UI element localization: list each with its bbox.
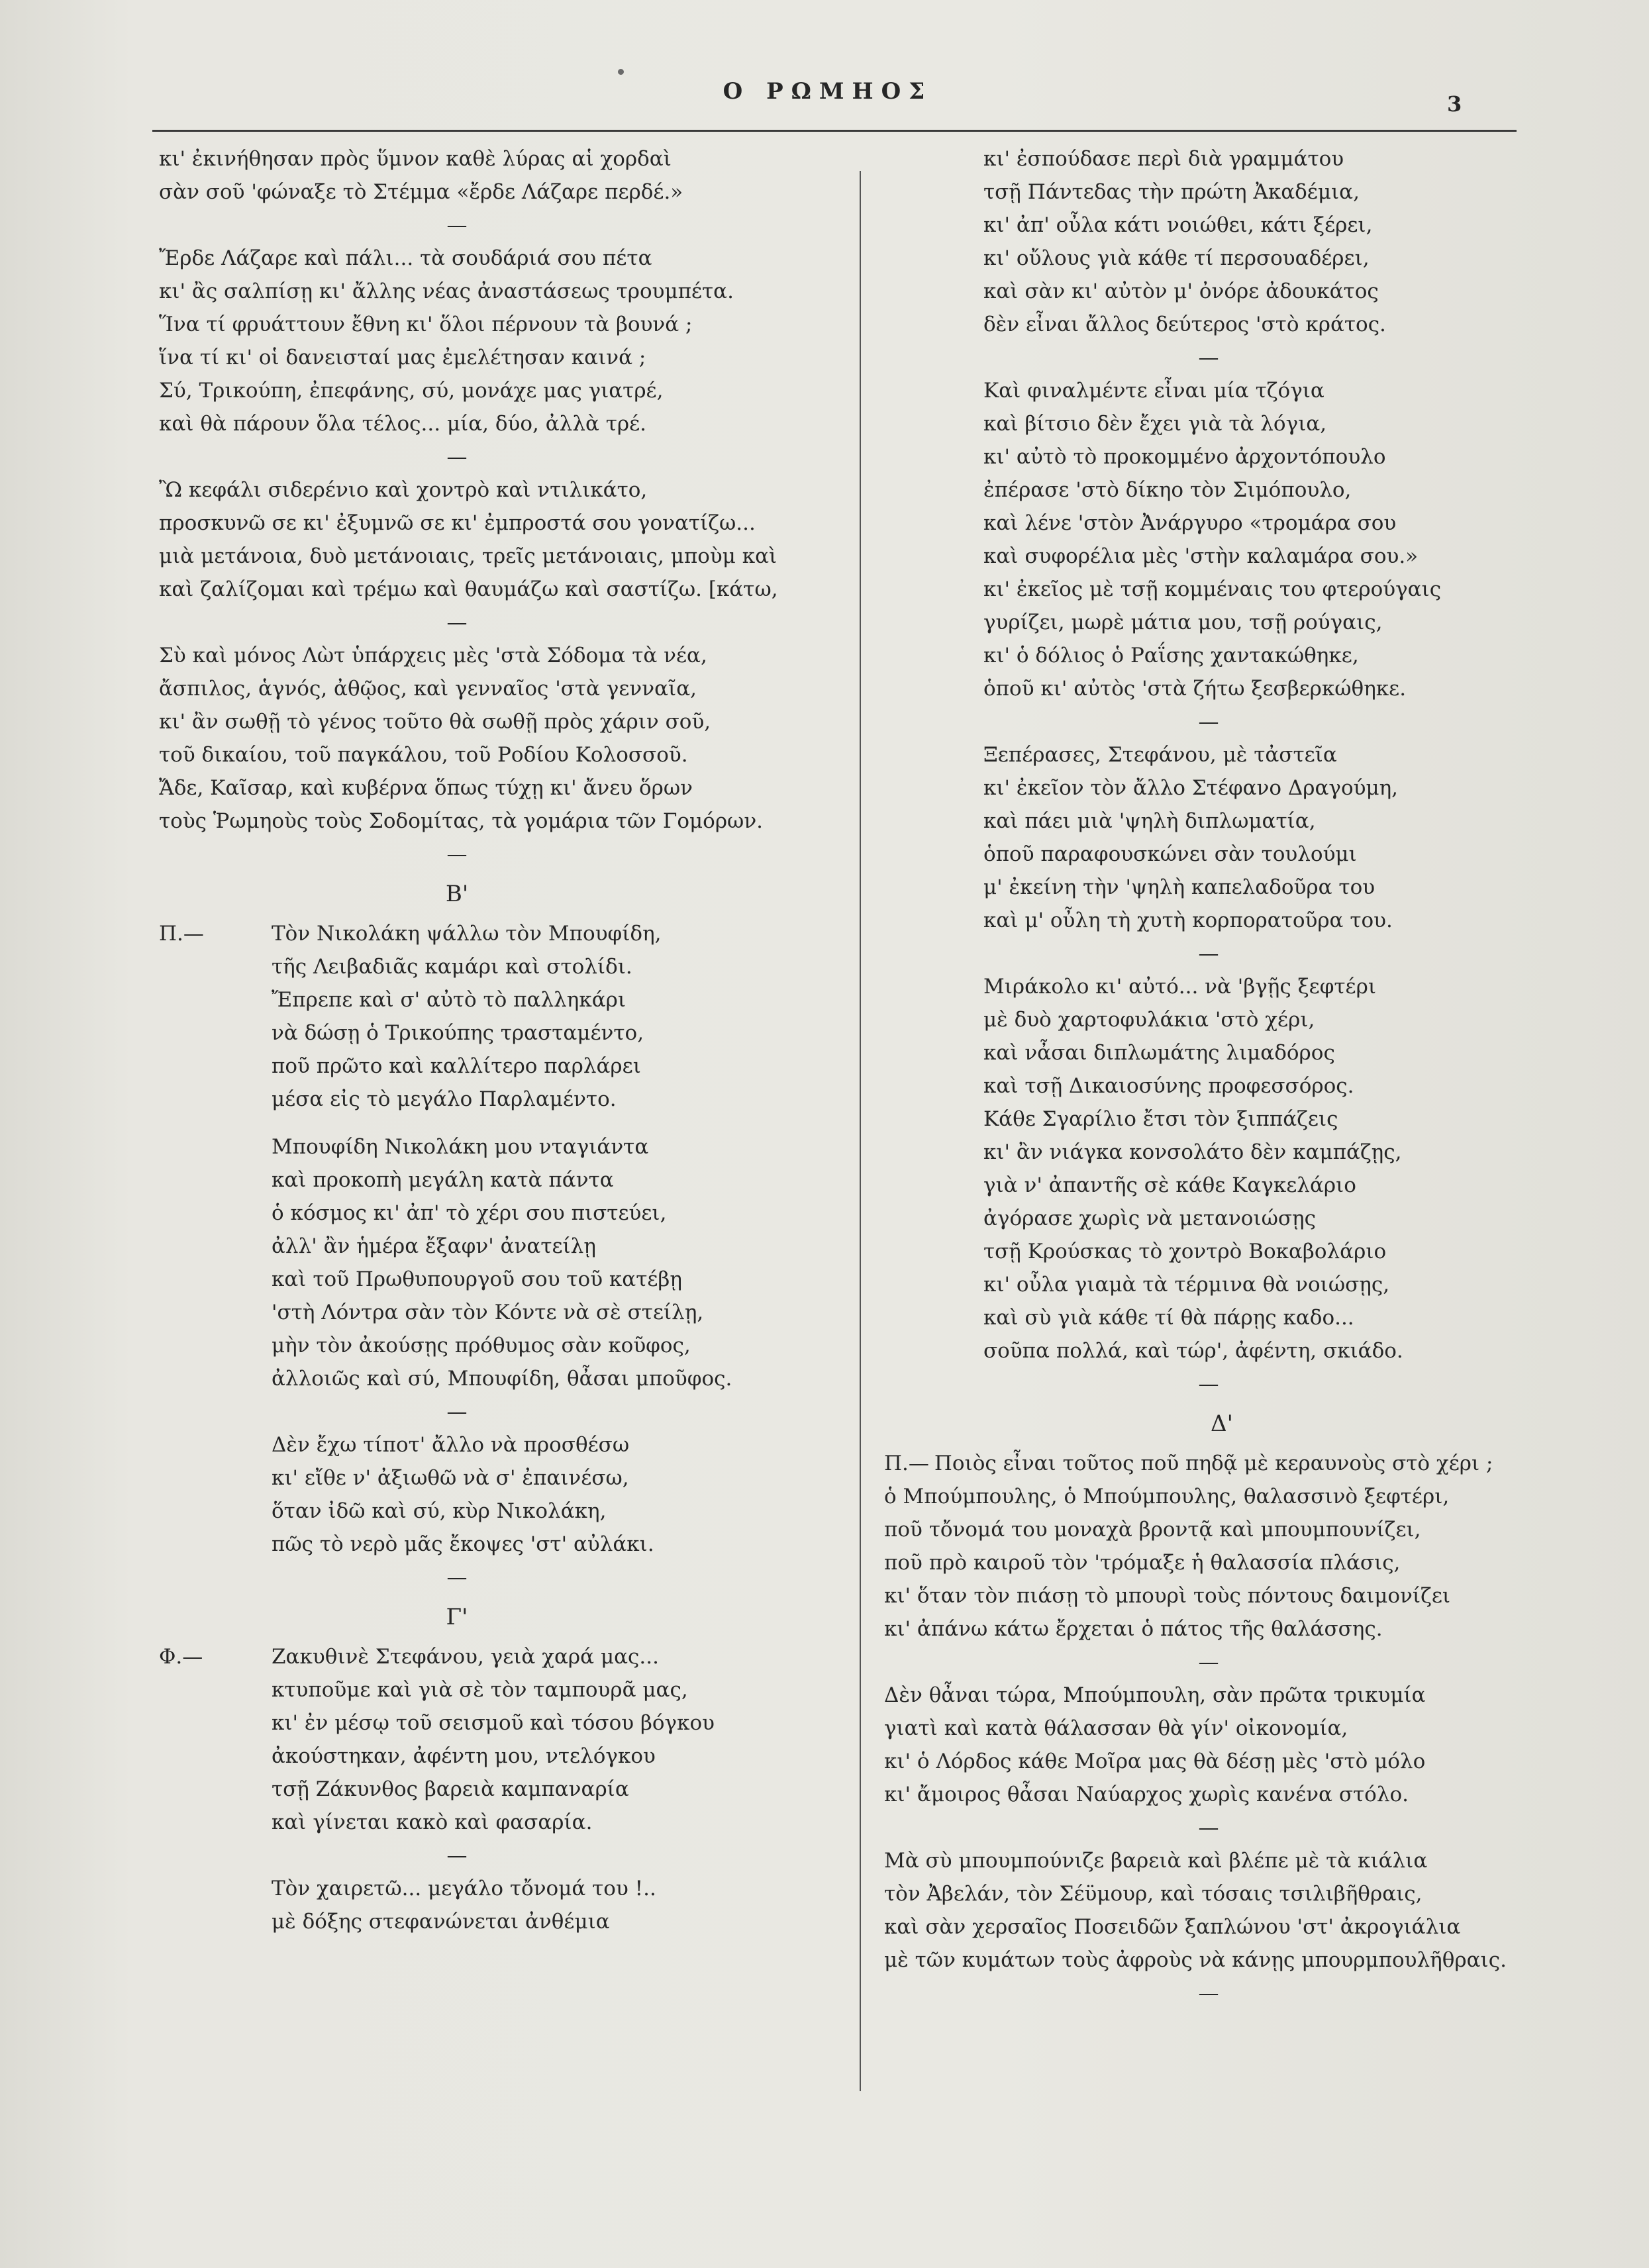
left-column bbox=[159, 142, 848, 1938]
verse-line: πῶς τὸ νερὸ μᾶς ἔκοψες 'στ' αὐλάκι. bbox=[272, 1532, 654, 1556]
verse-line: ποῦ πρῶτο καὶ καλλίτερο παρλάρει bbox=[272, 1054, 641, 1078]
verse-line: καὶ σὰν κι' αὐτὸν μ' ὀνόρε ἀδουκάτος bbox=[983, 279, 1379, 303]
verse-line: κι' ἐσπούδασε περὶ διὰ γραμμάτου bbox=[983, 147, 1344, 171]
stanza-separator: — bbox=[1198, 1816, 1219, 1840]
verse-line: Ἔπρεπε καὶ σ' αὐτὸ τὸ παλληκάρι bbox=[272, 988, 626, 1012]
verse-line: κι' ἂν νιάγκα κονσολάτο δὲν καμπάζῃς, bbox=[983, 1140, 1402, 1164]
verse-line: κι' ἂν σωθῇ τὸ γένος τοῦτο θὰ σωθῇ πρὸς χάριν σοῦ, bbox=[159, 710, 711, 734]
stanza-separator: — bbox=[446, 1400, 468, 1424]
verse-line: Σὺ καὶ μόνος Λὼτ ὑπάρχεις μὲς 'στὰ Σόδομα τὰ νέα, bbox=[159, 644, 707, 667]
stanza-gap bbox=[159, 1116, 848, 1130]
verse-line: κι' ἀπ' οὖλα κάτι νοιώθει, κάτι ξέρει, bbox=[983, 213, 1373, 237]
verse-line: Ξεπέρασες, Στεφάνου, μὲ τἀστεῖα bbox=[983, 743, 1337, 767]
verse-line: κι' ἄμοιρος θἆσαι Ναύαρχος χωρὶς κανένα στόλο. bbox=[884, 1783, 1409, 1806]
verse-line bbox=[159, 917, 848, 950]
stanza-separator: — bbox=[1198, 1981, 1219, 2005]
verse-line: τσῇ Κρούσκας τὸ χοντρὸ Βοκαβολάριο bbox=[983, 1240, 1387, 1263]
verse-line: ὁ κόσμος κι' ἀπ' τὸ χέρι σου πιστεύει, bbox=[272, 1201, 667, 1225]
verse-line: Καὶ φιναλμέντε εἶναι μία τζόγια bbox=[983, 379, 1324, 403]
verse-line: Δὲν θἆναι τώρα, Μπούμπουλη, σὰν πρῶτα τρικυμία bbox=[884, 1683, 1426, 1707]
verse-block bbox=[884, 1679, 1560, 1811]
verse-block bbox=[159, 917, 848, 1116]
running-title: Ο ΡΩΜΗΟΣ bbox=[723, 78, 933, 105]
verse-line: καὶ τοῦ Πρωθυπουργοῦ σου τοῦ κατέβῃ bbox=[272, 1267, 682, 1291]
verse-line: καὶ σὺ γιὰ κάθε τί θὰ πάρῃς καδο... bbox=[983, 1306, 1354, 1330]
verse-line: δὲν εἶναι ἄλλος δεύτερος 'στὸ κράτος. bbox=[983, 313, 1386, 336]
verse-line: κι' οὔλους γιὰ κάθε τί περσουαδέρει, bbox=[983, 246, 1370, 270]
header-rule bbox=[152, 130, 1517, 132]
stanza-separator: — bbox=[446, 445, 468, 469]
verse-line: μέσα εἰς τὸ μεγάλο Παρλαμέντο. bbox=[272, 1087, 617, 1111]
verse-block bbox=[159, 1130, 848, 1395]
column-divider bbox=[860, 171, 861, 2091]
speaker-label: Π.— bbox=[884, 1452, 929, 1475]
verse-line: κι' ὁ δόλιος ὁ Ραΐσης χαντακώθηκε, bbox=[983, 644, 1359, 667]
verse-block bbox=[159, 1428, 848, 1561]
verse-line: ἐπέρασε 'στὸ δίκηο τὸν Σιμόπουλο, bbox=[983, 478, 1352, 502]
verse-line bbox=[884, 1447, 1560, 1480]
verse-line: Μὰ σὺ μπουμπούνιζε βαρειὰ καὶ βλέπε μὲ τὰ κιάλια bbox=[884, 1849, 1428, 1873]
verse-line: κι' ἐκινήθησαν πρὸς ὕμνον καθὲ λύρας αἱ χορδαὶ bbox=[159, 147, 672, 171]
verse-line: καὶ θὰ πάρουν ὅλα τέλος... μία, δύο, ἀλλὰ τρέ. bbox=[159, 412, 647, 436]
verse-line: καὶ πάει μιὰ 'ψηλὴ διπλωματία, bbox=[983, 809, 1316, 833]
verse-line: 'στὴ Λόντρα σὰν τὸν Κόντε νὰ σὲ στείλῃ, bbox=[272, 1301, 704, 1324]
verse-line: καὶ νἆσαι διπλωμάτης λιμαδόρος bbox=[983, 1041, 1335, 1065]
verse-line: ἀλλ' ἂν ἡμέρα ἔξαφν' ἀνατείλῃ bbox=[272, 1234, 596, 1258]
stanza-separator: — bbox=[1198, 942, 1219, 965]
verse-line: ποῦ πρὸ καιροῦ τὸν 'τρόμαξε ἡ θαλασσία πλάσις, bbox=[884, 1551, 1401, 1575]
stanza-separator: — bbox=[446, 842, 468, 866]
verse-line: ἄσπιλος, ἁγνός, ἀθῷος, καὶ γενναῖος 'στὰ γενναῖα, bbox=[159, 677, 697, 701]
verse-line: καὶ τσῇ Δικαιοσύνης προφεσσόρος. bbox=[983, 1074, 1354, 1098]
verse-line: καὶ λένε 'στὸν Ἀνάργυρο «τρομάρα σου bbox=[983, 511, 1397, 535]
verse-line: ὁποῦ κι' αὐτὸς 'στὰ ζήτω ξεσβερκώθηκε. bbox=[983, 677, 1407, 701]
verse-line: καὶ βίτσιο δὲν ἔχει γιὰ τὰ λόγια, bbox=[983, 412, 1327, 436]
section-heading-d: Δ' bbox=[1211, 1410, 1233, 1437]
verse-line: κι' ἂς σαλπίσῃ κι' ἄλλης νέας ἀναστάσεως τρουμπέτα. bbox=[159, 279, 734, 303]
stanza-separator: — bbox=[446, 213, 468, 237]
verse-line: Μιράκολο κι' αὐτό... νὰ 'βγῇς ξεφτέρι bbox=[983, 975, 1376, 999]
verse-line: κι' αὐτὸ τὸ προκομμένο ἀρχοντόπουλο bbox=[983, 445, 1386, 469]
verse-line: κι' εἴθε ν' ἀξιωθῶ νὰ σ' ἐπαινέσω, bbox=[272, 1466, 629, 1490]
stanza-separator: — bbox=[1198, 346, 1219, 370]
verse-line: Κάθε Σγαρίλιο ἔτσι τὸν ξιππάζεις bbox=[983, 1107, 1338, 1131]
verse-line: ποῦ τὄνομά του μοναχὰ βροντᾷ καὶ μπουμπουνίζει, bbox=[884, 1518, 1421, 1542]
verse-line: τοὺς Ῥωμηοὺς τοὺς Σοδομίτας, τὰ γομάρια τῶν Γομόρων. bbox=[159, 809, 764, 833]
verse-block bbox=[159, 1640, 848, 1839]
section-heading-c: Γ' bbox=[446, 1604, 468, 1630]
verse-line: Ὢ κεφάλι σιδερένιο καὶ χοντρὸ καὶ ντιλικάτο, bbox=[159, 478, 648, 502]
right-column bbox=[884, 142, 1560, 2010]
verse-block bbox=[884, 970, 1560, 1367]
page-number: 3 bbox=[1447, 91, 1462, 117]
verse-line: ὅταν ἰδῶ καὶ σύ, κὺρ Νικολάκη, bbox=[272, 1499, 607, 1523]
verse-line: τὸν Ἀβελάν, τὸν Σέϋμουρ, καὶ τόσαις τσιλιβῆθραις, bbox=[884, 1882, 1423, 1906]
verse-line: Μπουφίδη Νικολάκη μου νταγιάντα bbox=[272, 1135, 649, 1159]
verse-block bbox=[884, 142, 1560, 341]
verse-block bbox=[884, 374, 1560, 705]
verse-line: καὶ μ' οὖλη τὴ χυτὴ κορπορατοῦρα του. bbox=[983, 909, 1393, 932]
verse-block bbox=[884, 1844, 1560, 1977]
verse-line: μ' ἐκείνη τὴν 'ψηλὴ καπελαδοῦρα του bbox=[983, 875, 1375, 899]
verse-line: ἀγόρασε χωρὶς νὰ μετανοιώσῃς bbox=[983, 1207, 1316, 1230]
verse-line: γυρίζει, μωρὲ μάτια μου, τσῇ ρούγαις, bbox=[983, 611, 1383, 634]
verse-line: καὶ ζαλίζομαι καὶ τρέμω καὶ θαυμάζω καὶ σαστίζω. [κάτω, bbox=[159, 577, 778, 601]
verse-line: καὶ συφορέλια μὲς 'στὴν καλαμάρα σου.» bbox=[983, 544, 1419, 568]
verse-line: μὲ τῶν κυμάτων τοὺς ἀφροὺς νὰ κάνῃς μπουρμπουλῆθραις. bbox=[884, 1948, 1507, 1972]
verse-block bbox=[884, 1447, 1560, 1646]
verse-line: κι' ἐν μέσῳ τοῦ σεισμοῦ καὶ τόσου βόγκου bbox=[272, 1711, 715, 1735]
verse-line: τσῇ Πάντεδας τὴν πρώτη Ἀκαδέμια, bbox=[983, 180, 1360, 204]
verse-line: γιὰ ν' ἀπαντῆς σὲ κάθε Καγκελάριο bbox=[983, 1173, 1356, 1197]
verse-line bbox=[159, 1640, 848, 1673]
verse-line: Δὲν ἔχω τίποτ' ἄλλο νὰ προσθέσω bbox=[272, 1433, 630, 1457]
speaker-label: Π.— bbox=[159, 922, 204, 946]
verse-text: Ποιὸς εἶναι τοῦτος ποῦ πηδᾷ μὲ κεραυνοὺς στὸ χέρι ; bbox=[934, 1452, 1493, 1475]
verse-block bbox=[884, 738, 1560, 937]
verse-line: μὴν τὸν ἀκούσῃς πρόθυμος σὰν κοῦφος, bbox=[272, 1334, 691, 1357]
verse-line: κι' ἀπάνω κάτω ἔρχεται ὁ πάτος τῆς θαλάσσης. bbox=[884, 1617, 1383, 1641]
verse-line: καὶ γίνεται κακὸ καὶ φασαρία. bbox=[272, 1810, 593, 1834]
verse-line: γιατὶ καὶ κατὰ θάλασσαν θὰ γίν' οἰκονομία, bbox=[884, 1716, 1348, 1740]
verse-line: τῆς Λειβαδιᾶς καμάρι καὶ στολίδι. bbox=[272, 955, 632, 979]
verse-line: προσκυνῶ σε κι' ἐξυμνῶ σε κι' ἐμπροστά σου γονατίζω... bbox=[159, 511, 756, 535]
verse-line: μιὰ μετάνοια, δυὸ μετάνοιαις, τρεῖς μετάνοιαις, μποὺμ καὶ bbox=[159, 544, 777, 568]
stanza-separator: — bbox=[1198, 1372, 1219, 1396]
verse-line: τσῇ Ζάκυνθος βαρειὰ καμπαναρία bbox=[272, 1777, 629, 1801]
verse-block bbox=[159, 242, 848, 440]
verse-line: τοῦ δικαίου, τοῦ παγκάλου, τοῦ Ροδίου Κολοσσοῦ. bbox=[159, 743, 688, 767]
verse-line: κι' ὅταν τὸν πιάσῃ τὸ μπουρὶ τοὺς πόντους δαιμονίζει bbox=[884, 1584, 1451, 1608]
verse-text: Ζακυθινὲ Στεφάνου, γειὰ χαρά μας... bbox=[272, 1645, 659, 1669]
verse-line: Σύ, Τρικούπη, ἐπεφάνης, σύ, μονάχε μας γιατρέ, bbox=[159, 379, 664, 403]
verse-line: ὁ Μπούμπουλης, ὁ Μπούμπουλης, θαλασσινὸ ξεφτέρι, bbox=[884, 1485, 1450, 1508]
verse-line: Ἔρδε Λάζαρε καὶ πάλι... τὰ σουδάριά σου πέτα bbox=[159, 246, 652, 270]
verse-line: κι' ἐκεῖον τὸν ἄλλο Στέφανο Δραγούμη, bbox=[983, 776, 1399, 800]
verse-block bbox=[159, 639, 848, 838]
stanza-separator: — bbox=[1198, 1650, 1219, 1674]
print-speck bbox=[618, 69, 624, 75]
verse-line: Ἵνα τί φρυάττουν ἔθνη κι' ὅλοι πέρνουν τὰ βουνά ; bbox=[159, 313, 693, 336]
section-heading-b: Β' bbox=[445, 881, 469, 907]
stanza-separator: — bbox=[1198, 710, 1219, 734]
verse-text: Τὸν Νικολάκη ψάλλω τὸν Μπουφίδη, bbox=[272, 922, 662, 946]
verse-line: σοῦπα πολλά, καὶ τώρ', ἀφέντη, σκιάδο. bbox=[983, 1339, 1403, 1363]
verse-line: ὁποῦ παραφουσκώνει σὰν τουλούμι bbox=[983, 842, 1357, 866]
verse-block bbox=[159, 1872, 848, 1938]
verse-line: κι' οὖλα γιαμὰ τὰ τέρμινα θὰ νοιώσῃς, bbox=[983, 1273, 1390, 1297]
verse-line: κι' ἐκεῖος μὲ τσῇ κομμέναις του φτερούγαις bbox=[983, 577, 1442, 601]
verse-line: μὲ δυὸ χαρτοφυλάκια 'στὸ χέρι, bbox=[983, 1008, 1315, 1032]
speaker-label: Φ.— bbox=[159, 1645, 203, 1669]
verse-line: καὶ σὰν χερσαῖος Ποσειδῶν ξαπλώνου 'στ' ἀκρογιάλια bbox=[884, 1915, 1461, 1939]
stanza-separator: — bbox=[446, 611, 468, 634]
verse-line: ἀλλοιῶς καὶ σύ, Μπουφίδη, θἆσαι μποῦφος. bbox=[272, 1367, 732, 1391]
verse-line: καὶ προκοπὴ μεγάλη κατὰ πάντα bbox=[272, 1168, 614, 1192]
stanza-separator: — bbox=[446, 1565, 468, 1589]
verse-line: Τὸν χαιρετῶ... μεγάλο τὄνομά του !.. bbox=[272, 1877, 656, 1900]
stanza-separator: — bbox=[446, 1844, 468, 1867]
verse-line: κτυποῦμε καὶ γιὰ σὲ τὸν ταμπουρᾶ μας, bbox=[272, 1678, 688, 1702]
verse-line: ἵνα τί κι' οἱ δανεισταί μας ἐμελέτησαν καινά ; bbox=[159, 346, 646, 370]
verse-line: μὲ δόξης στεφανώνεται ἀνθέμια bbox=[272, 1910, 610, 1934]
verse-line: σὰν σοῦ 'φώναξε τὸ Στέμμα «ἔρδε Λάζαρε περδέ.» bbox=[159, 180, 683, 204]
verse-line: Ἄδε, Καῖσαρ, καὶ κυβέρνα ὅπως τύχῃ κι' ἄνευ ὅρων bbox=[159, 776, 693, 800]
verse-block bbox=[159, 473, 848, 606]
verse-line: νὰ δώσῃ ὁ Τρικούπης τρασταμέντο, bbox=[272, 1021, 644, 1045]
verse-line: κι' ὁ Λόρδος κάθε Μοῖρα μας θὰ δέσῃ μὲς 'στὸ μόλο bbox=[884, 1750, 1426, 1773]
verse-line: ἀκούστηκαν, ἀφέντη μου, ντελόγκου bbox=[272, 1744, 656, 1768]
verse-block bbox=[159, 142, 848, 209]
